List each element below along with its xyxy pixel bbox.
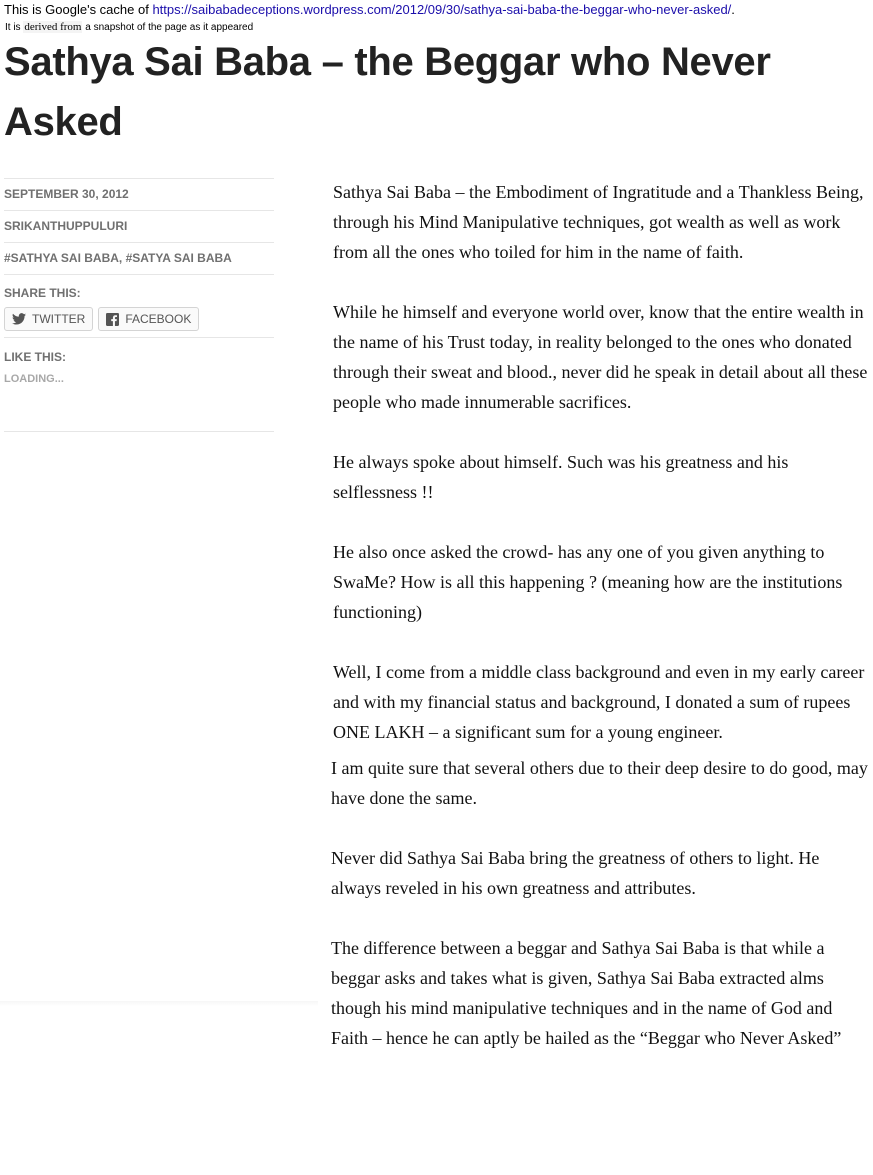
cache-banner (4, 1, 735, 18)
post-tags[interactable]: #SATHYA SAI BABA, #SATYA SAI BABA (4, 242, 274, 274)
share-section (4, 274, 274, 337)
cache-suffix: . (731, 2, 735, 17)
like-loading-text: LOADING... (4, 373, 64, 385)
like-label: LIKE THIS: (4, 350, 66, 364)
post-meta-sidebar (4, 178, 274, 432)
facebook-share-label: FACEBOOK (125, 312, 192, 326)
cache-note-end: a snapshot of the page as it appeared (82, 22, 254, 33)
paragraph: I am quite sure that several others due to their deep desire to do good, may have done the same. (331, 758, 868, 808)
paragraph: Never did Sathya Sai Baba bring the greatness of others to light. He always reveled in his own greatness and attributes. (331, 848, 820, 898)
cache-note-highlight: derived from (24, 21, 82, 33)
paragraph: He also once asked the crowd- has any one of you given anything to SwaMe? How is all this happening ? (meaning how are the institutions functioning) (333, 542, 843, 622)
facebook-share-button[interactable] (98, 307, 199, 331)
paragraph: Well, I come from a middle class background and even in my early career and with my financial status and background, I donated a sum of rupees ONE LAKH – a significant sum for a young engineer. (333, 662, 865, 742)
like-section (4, 337, 274, 432)
cache-note-start: It is (5, 22, 24, 33)
cache-url-link[interactable]: https://saibabadeceptions.wordpress.com/2012/09/30/sathya-sai-baba-the-beggar-who-never-asked/ (152, 2, 732, 17)
faint-divider (0, 1001, 318, 1006)
twitter-share-label: TWITTER (32, 312, 86, 326)
paragraph: Sathya Sai Baba – the Embodiment of Ingratitude and a Thankless Being, through his Mind Manipulative techniques, got wealth as well as work from all the ones who toiled for him in the name of faith. (333, 182, 864, 262)
article-title: Sathya Sai Baba – the Beggar who Never Asked (4, 40, 771, 144)
paragraph: While he himself and everyone world over, know that the entire wealth in the name of his Trust today, in reality belonged to the ones who donated through their sweat and blood., never did he speak in detail about all these people who made innumerable sacrifices. (333, 302, 868, 412)
paragraph: The difference between a beggar and Sathya Sai Baba is that while a beggar asks and takes what is given, Sathya Sai Baba extracted alms though his mind manipulative techniques and in the name of God and Faith – hence he can aptly be hailed as the “Beggar who Never Asked” (331, 938, 842, 1048)
post-date[interactable]: SEPTEMBER 30, 2012 (4, 178, 274, 210)
article-body (333, 177, 873, 1083)
cache-prefix: This is Google's cache of (4, 2, 153, 17)
paragraph: He always spoke about himself. Such was his greatness and his selflessness !! (333, 452, 789, 502)
post-author[interactable]: SRIKANTHUPPULURI (4, 210, 274, 242)
twitter-bird-icon (12, 313, 26, 325)
share-buttons (4, 307, 274, 331)
twitter-share-button[interactable] (4, 307, 93, 331)
share-label: SHARE THIS: (4, 286, 81, 300)
facebook-f-icon (106, 313, 119, 326)
